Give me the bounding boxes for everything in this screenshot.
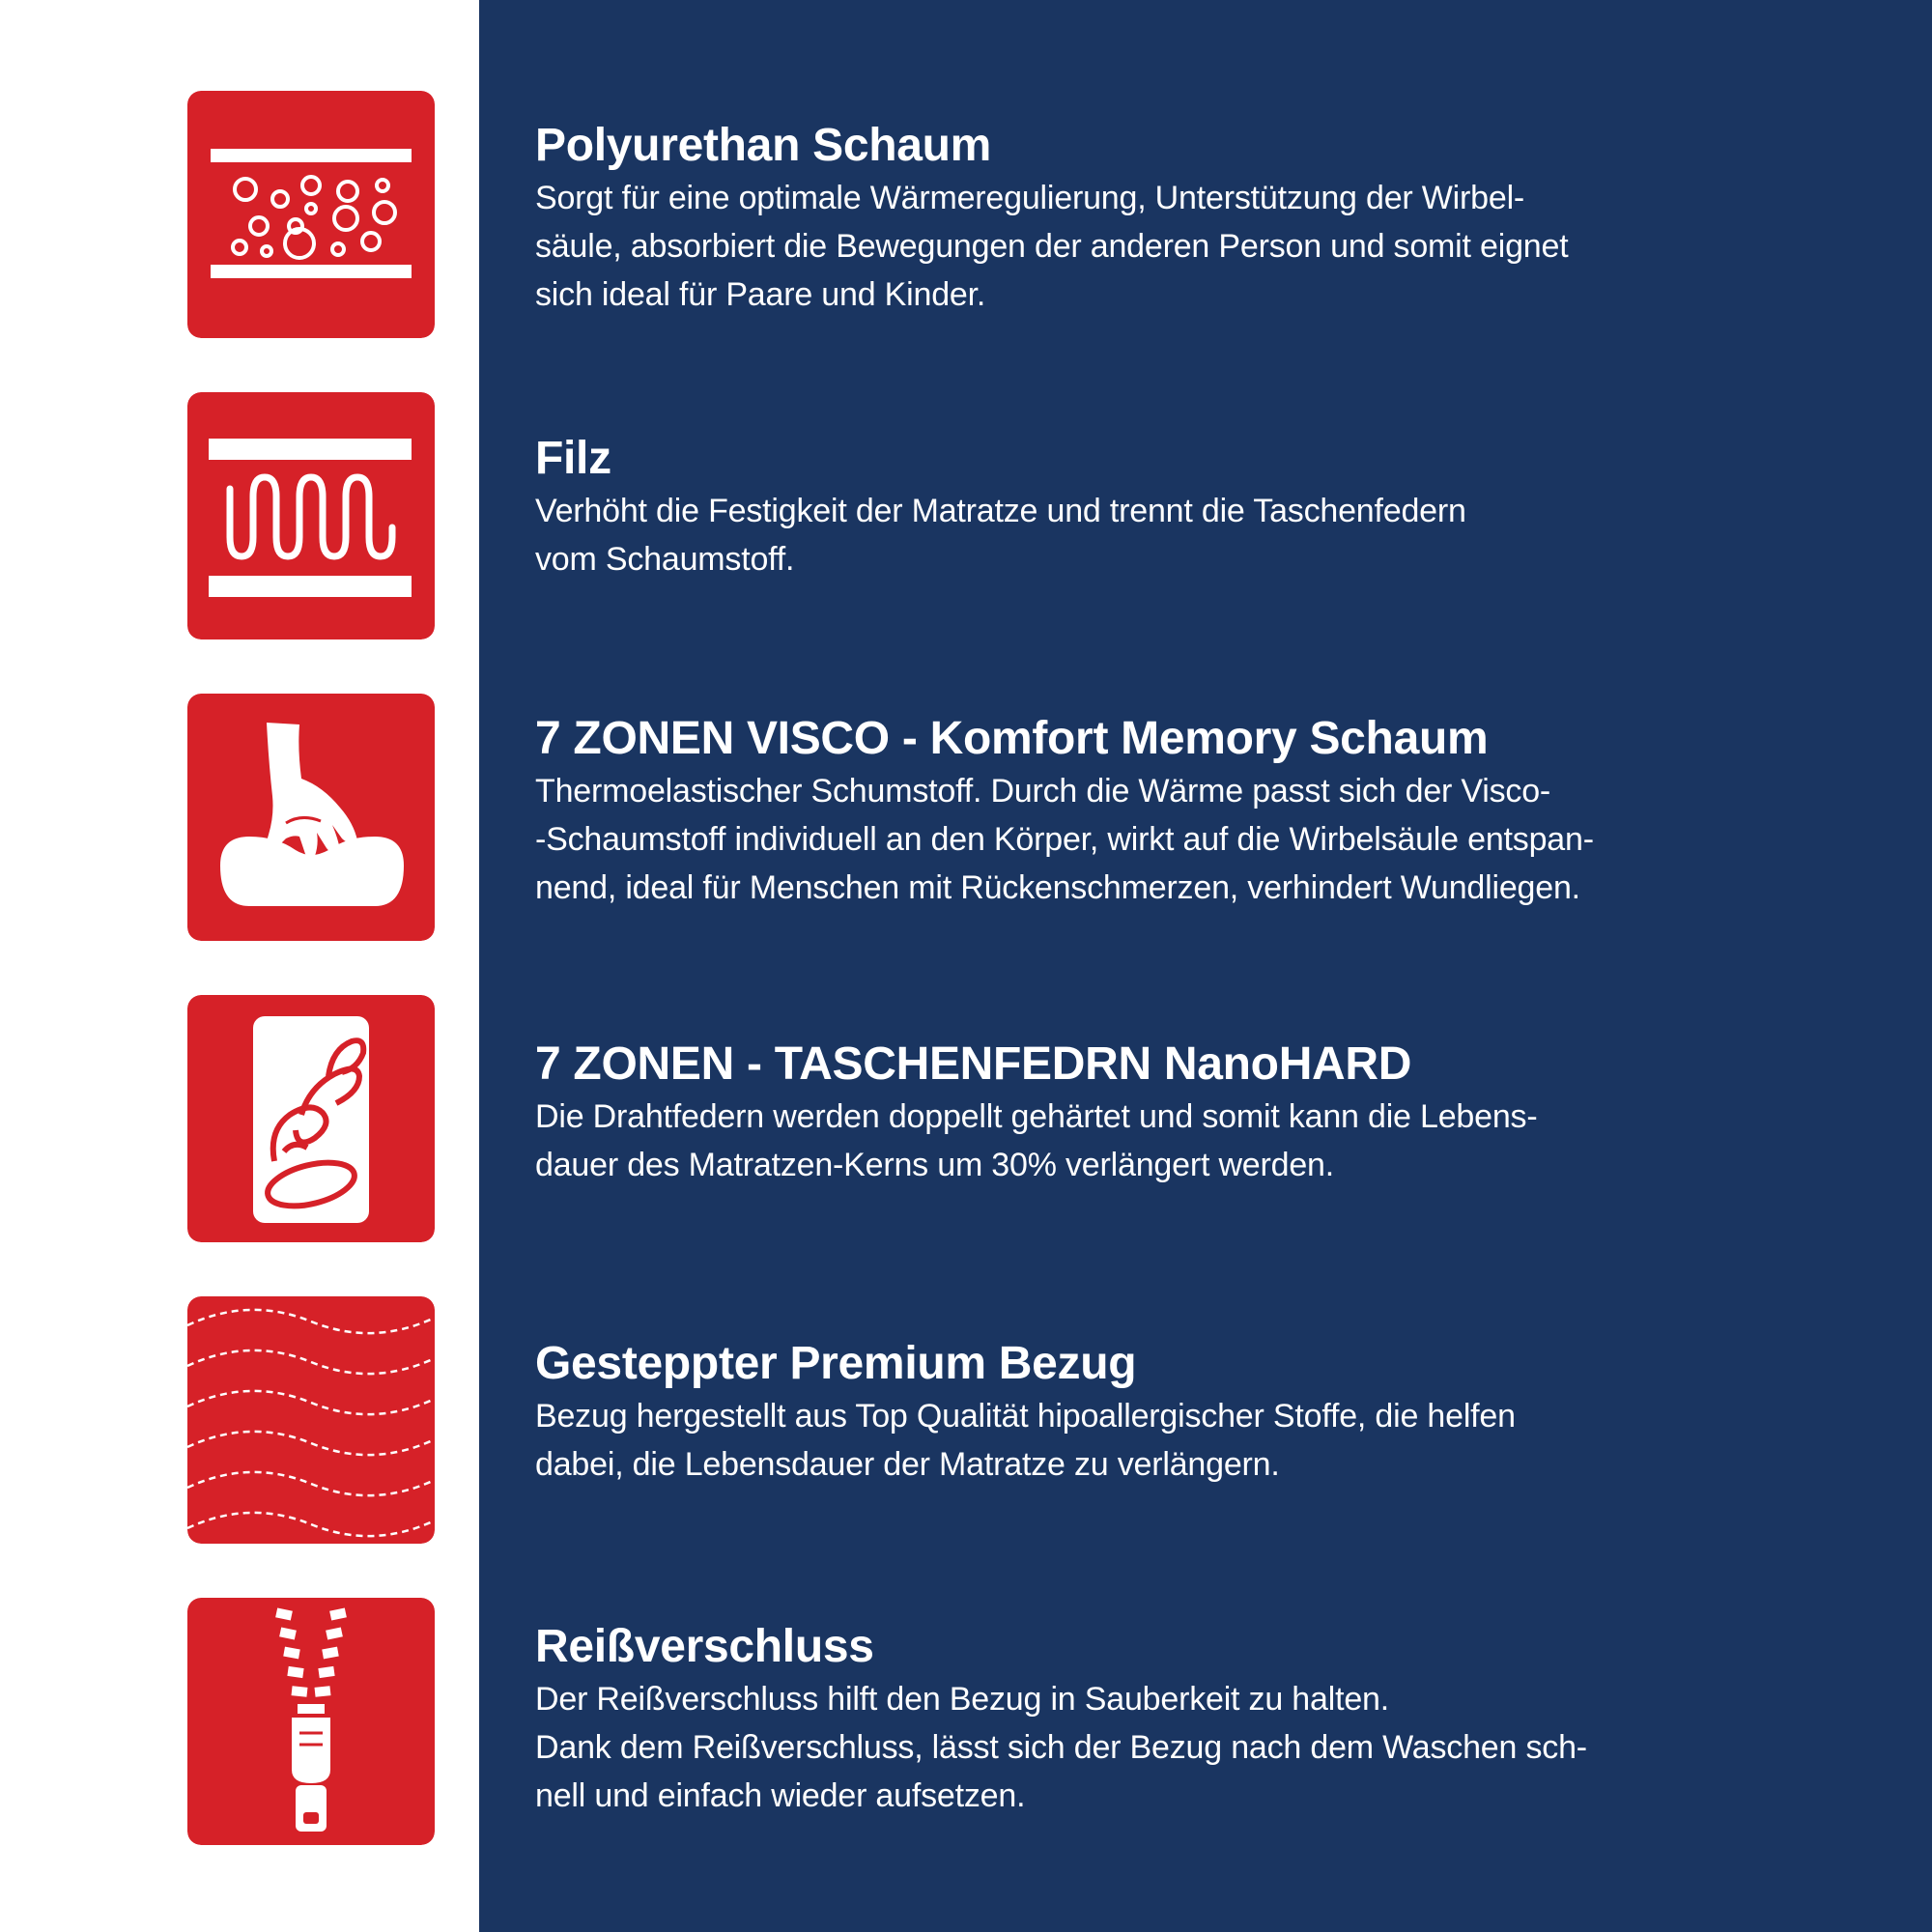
feature-description: Thermoelastischer Schumstoff. Durch die Wärme passt sich der Visco- -Schaumstoff individuell an den Körper, wirkt auf die Wirbelsäule entspan- nend, ideal für Menschen mit Rückenschmerzen, verhindert Wundliegen.	[535, 773, 1594, 906]
hand-memory-foam-icon	[187, 694, 435, 941]
feature-reissverschluss	[535, 1619, 1888, 1820]
felt-layer-icon	[187, 392, 435, 639]
feature-title: Polyurethan Schaum	[535, 120, 992, 171]
foam-bubbles-icon	[187, 91, 435, 338]
feature-description: Die Drahtfedern werden doppellt gehärtet und somit kann die Lebens- dauer des Matratzen-Kerns um 30% verlängert werden.	[535, 1098, 1538, 1183]
feature-title: Reißverschluss	[535, 1621, 874, 1672]
feature-description: Bezug hergestellt aus Top Qualität hipoallergischer Stoffe, die helfen dabei, die Lebensdauer der Matratze zu verlängern.	[535, 1398, 1516, 1483]
feature-title: 7 ZONEN - TASCHENFEDRN NanoHARD	[535, 1038, 1412, 1090]
feature-title: 7 ZONEN VISCO - Komfort Memory Schaum	[535, 713, 1489, 764]
feature-title: Gesteppter Premium Bezug	[535, 1338, 1137, 1389]
feature-taschenfedern	[535, 1037, 1888, 1189]
feature-description: Der Reißverschluss hilft den Bezug in Sauberkeit zu halten. Dank dem Reißverschluss, lässt sich der Bezug nach dem Waschen sch- nell und einfach wieder aufsetzen.	[535, 1681, 1587, 1814]
feature-description: Sorgt für eine optimale Wärmeregulierung, Unterstützung der Wirbel- säule, absorbiert die Bewegungen der anderen Person und somit eignet sich ideal für Paare und Kinder.	[535, 180, 1569, 313]
feature-polyurethan	[535, 118, 1888, 319]
feature-visco	[535, 711, 1888, 912]
feature-filz	[535, 431, 1888, 583]
feature-bezug	[535, 1336, 1888, 1489]
feature-description: Verhöht die Festigkeit der Matratze und trennt die Taschenfedern vom Schaumstoff.	[535, 493, 1466, 578]
pocket-spring-icon	[187, 995, 435, 1242]
feature-title: Filz	[535, 433, 611, 484]
zipper-icon	[187, 1598, 435, 1845]
quilted-cover-icon	[187, 1296, 435, 1544]
